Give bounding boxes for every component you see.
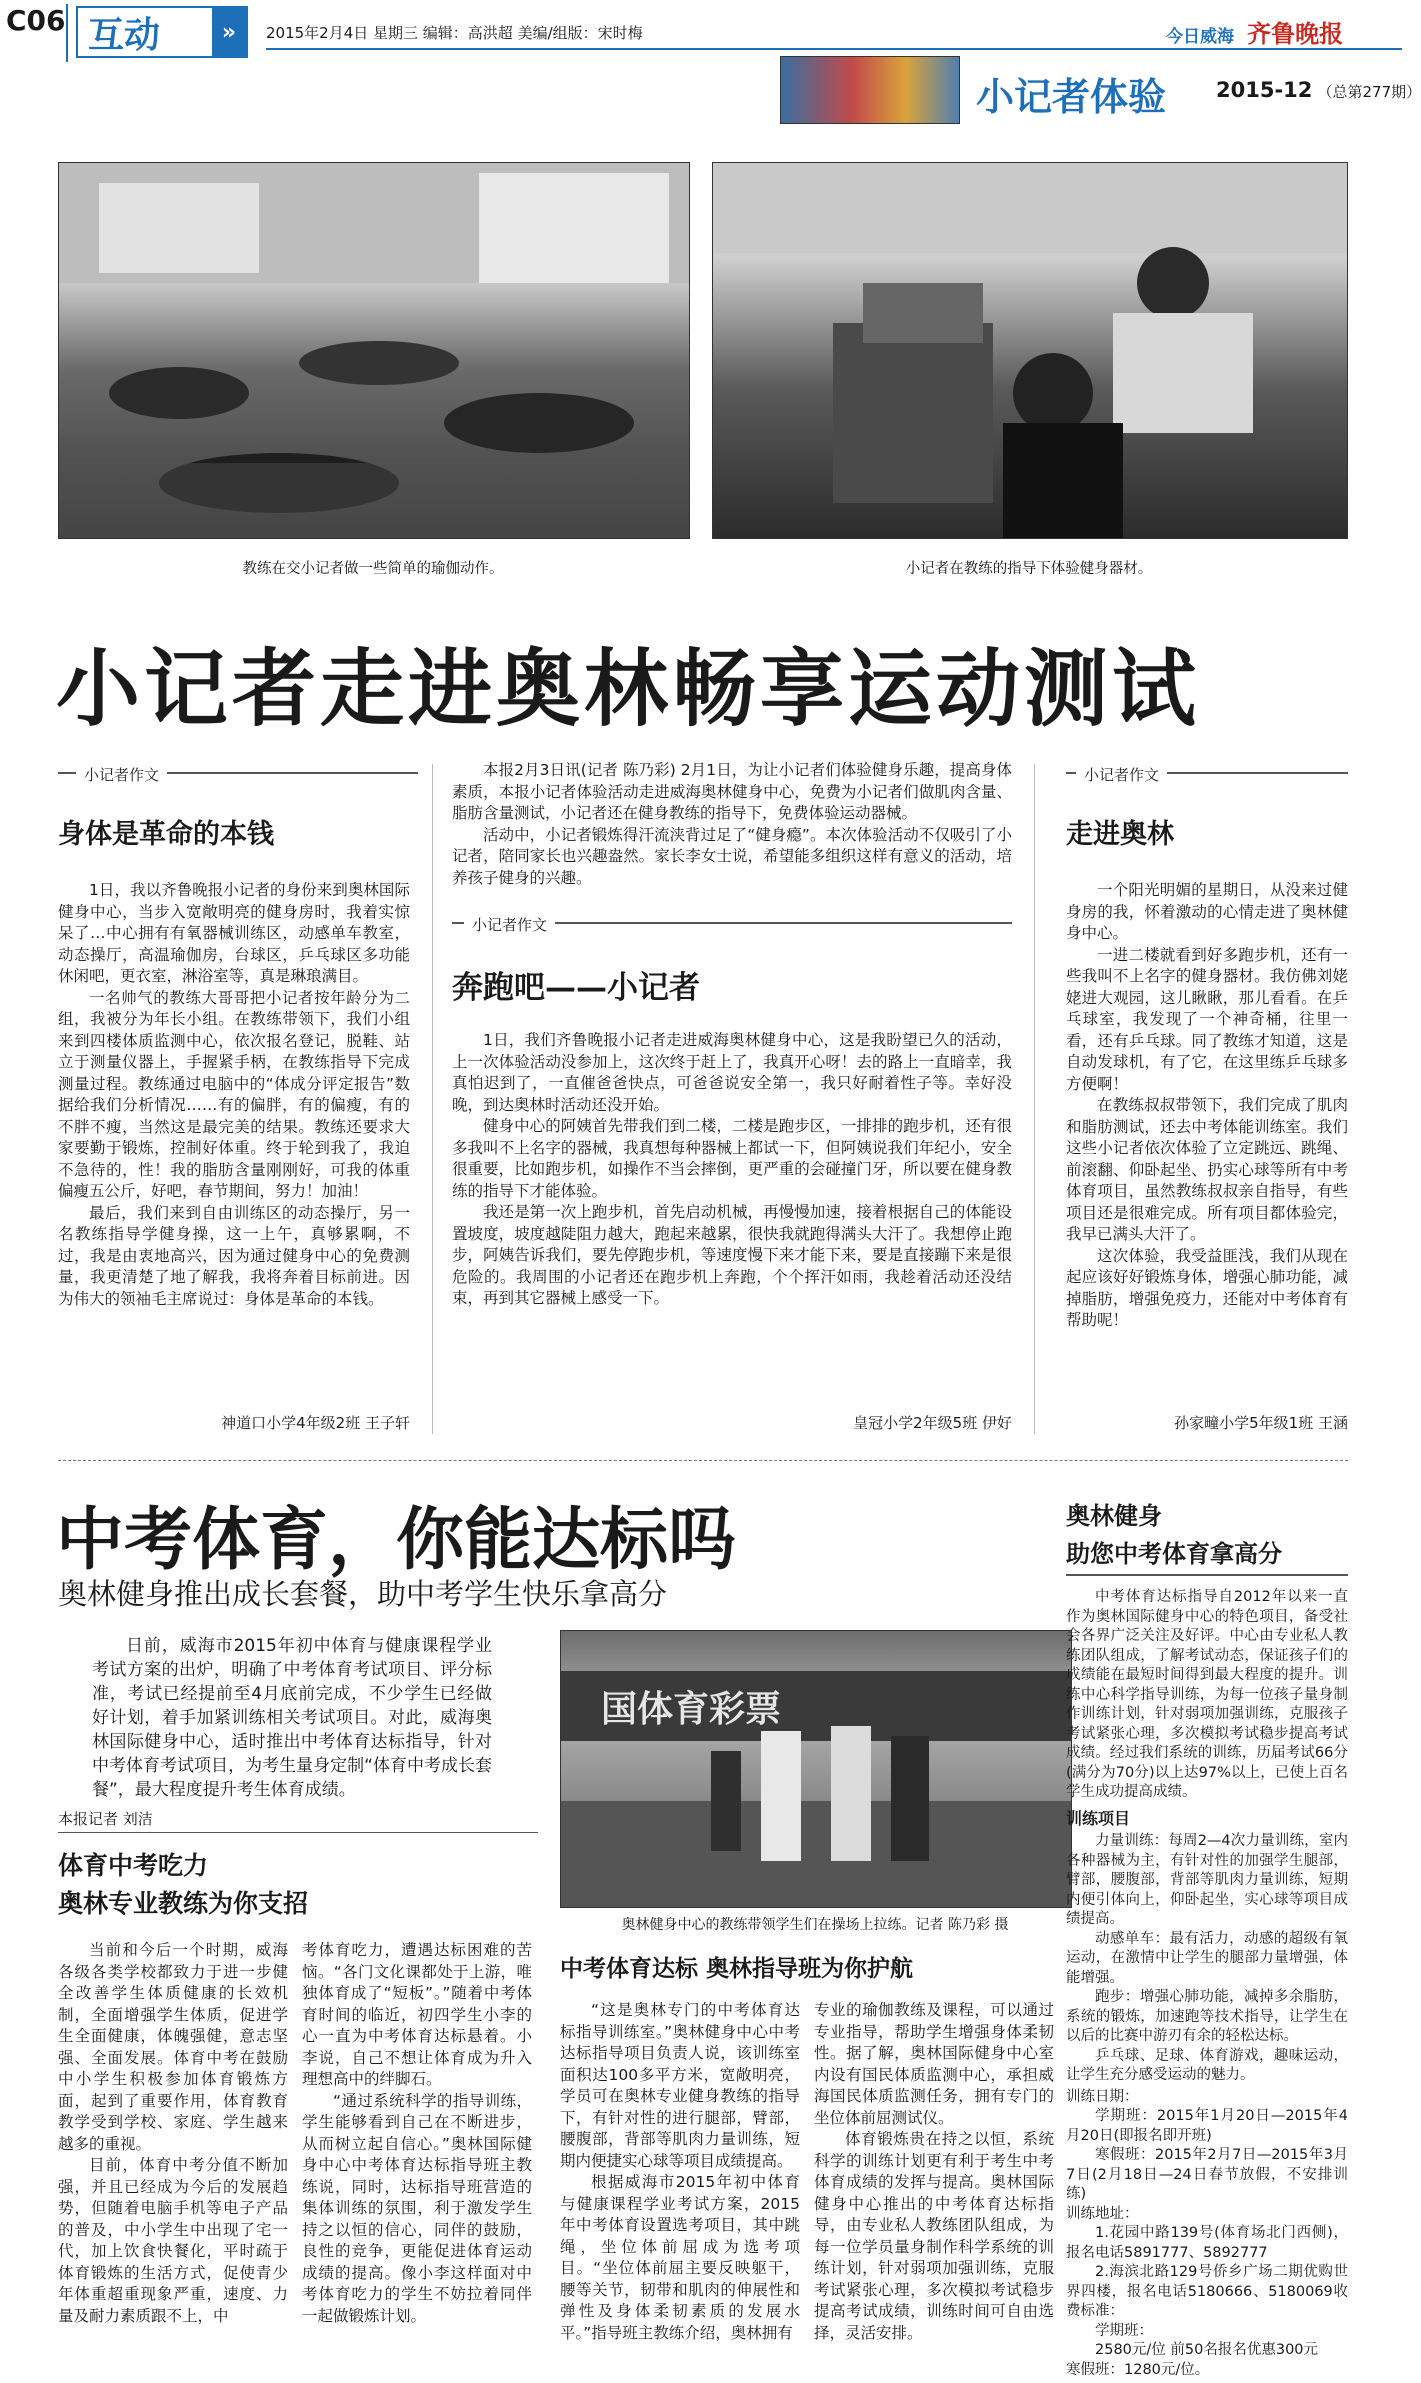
sub2-title: 中考体育达标 奥林指导班为你护航: [560, 1956, 914, 1982]
feature-byline-rule: [58, 1832, 538, 1833]
sub1-paragraph: 当前和今后一个时期，威海各级各类学校都致力于进一步健全改善学生体质健康的长效机制，全面增强学生体质，促进学生全面健康，体魄强健，意志坚强、全面发展。体育中考在鼓励中小学生积极参加体育锻炼方面，起到了重要作用，体育教育教学受到学校、家庭、学生越来越多的重视。: [58, 1941, 288, 2153]
photo-equipment-caption: 小记者在教练的指导下体验健身器材。: [905, 561, 1153, 577]
left-article-paragraph: 一名帅气的教练大哥哥把小记者按年龄分为二组，我被分为年长小组。在教练带领下，我们小组来到四楼体质监测中心，依次报名登记，脱鞋、站立于测量仪器上，手握紧手柄，在教练指导下完成测量过程。教练通过电脑中的“体成分评定报告”数据给我们分析情况……有的偏胖，有的偏瘦，有的不胖不瘦，当然这是最完美的结果。教练还要求大家要勤于锻炼，控制好体重。终于轮到我了，我迫不急待的，性！我的脂肪含量刚刚好，可我的体重偏瘦五公斤，好吧，春节期间，努力！加油！: [58, 988, 410, 1200]
sidebar-date: 寒假班：2015年2月7日—2015年3月7日(2月18日—24日春节放假，不安排训练): [1066, 2147, 1348, 2202]
sidebar-item: 动感单车：最有活力，动感的超级有氧运动，在激情中让学生的腿部力量增强，体能增强。: [1066, 1930, 1348, 1986]
issue-total: （总第277期）: [1317, 83, 1421, 101]
sidebar-title-1: 奥林健身: [1066, 1502, 1162, 1530]
sidebar-date: 学期班：2015年1月20日—2015年4月20日(即报名即开班): [1066, 2108, 1348, 2144]
sidebar-address: 2.海滨北路129号侨乡广场二期优购世界四楼，报名电话5180666、5180069收费标准：: [1066, 2264, 1348, 2319]
right-article-paragraph: 在教练叔叔带领下，我们完成了肌肉和脂肪测试，还去中考体能训练室。我们这些小记者依次体验了立定跳远、跳绳、前滚翻、仰卧起坐、扔实心球等所有中考体育项目，虽然教练叔叔亲自指导，有些项目还是很难完成。所有项目都体验完，我早已满头大汗了。: [1066, 1096, 1348, 1243]
section-name: 互动: [88, 14, 161, 56]
sub2-paragraph: 根据威海市2015年初中体育与健康课程学业考试方案，2015年中考体育设置选考项目，其中跳绳，坐位体前屈成为选考项目。“坐位体前屈主要反映躯干，腰等关节，韧带和肌肉的伸展性和弹性及身体柔韧素质的发展水平。”指导班主教练介绍，奥林拥有: [560, 2173, 800, 2342]
center-article-paragraph: 我还是第一次上跑步机，首先启动机械，再慢慢加速，接着根据自己的体能设置坡度，坡度越陡阻力越大，跑起来越累，很快我就跑得满头大汗了。我想停止跑步，阿姨告诉我们，要先停跑步机，等速度慢下来才能下来，要是直接蹦下来是很危险的。我周围的小记者还在跑步机上奔跑，个个挥汗如雨，我趁着活动还没结束，再到其它器械上感受一下。: [452, 1203, 1012, 1307]
section-tab: [76, 6, 248, 58]
feature-photo-caption: 奥林健身中心的教练带领学生们在操场上拉练。记者 陈乃彩 摄: [621, 1917, 1009, 1933]
right-article-paragraph: 一个阳光明媚的星期日，从没来过健身房的我，怀着激动的心情走进了奥林健身中心。: [1066, 881, 1348, 942]
center-article-label: 小记者作文: [464, 914, 555, 935]
sidebar-intro: 中考体育达标指导自2012年以来一直作为奥林国际健身中心的特色项目，备受社会各界广泛关注及好评。中心由专业私人教练团队组成，了解考试动态，保证孩子们的成绩能在最短时间得到最大程度的提升。训练中心科学指导训练，为每一位孩子量身制作训练计划，针对弱项加强训练，克服孩子考试紧张心理，多次模拟考试稳步提高考试成绩。经过我们系统的训练，历届考试66分(满分为70分)以上达97%以上，已使上百名学生成功提高成绩。: [1066, 1589, 1348, 1800]
center-article-body: [452, 1030, 1012, 1310]
sidebar-title-2: 助您中考体育拿高分: [1066, 1540, 1282, 1568]
right-article-paragraph: 这次体验，我受益匪浅，我们从现在起应该好好锻炼身体，增强心肺功能，减掉脂肪，增强免疫力，还能对中考体育有帮助呢！: [1066, 1246, 1348, 1329]
sidebar-address-title: 训练地址：: [1066, 2205, 1139, 2222]
issue-number: [1216, 78, 1421, 102]
center-intro-paragraph: 本报2月3日讯(记者 陈乃彩) 2月1日，为让小记者们体验健身乐趣，提高身体素质，本报小记者体验活动走进威海奥林健身中心，免费为小记者们做肌肉含量、脂肪含量测试，小记者还在健身教练的指导下，免费体验运动器械。: [452, 761, 1012, 822]
photo-yoga-caption: 教练在交小记者做一些简单的瑜伽动作。: [242, 561, 504, 577]
sidebar-fee: 寒假班：1280元/位。: [1066, 2361, 1210, 2378]
center-article-signature: 皇冠小学2年级5班 伊好: [853, 1414, 1012, 1432]
sub1-col2: [302, 1940, 532, 2327]
page-number-divider: [66, 4, 68, 62]
section-divider: [58, 1460, 1348, 1461]
feature-lead-text: 日前，威海市2015年初中体育与健康课程学业考试方案的出炉，明确了中考体育考试项目、评分标准，考试已经提前至4月底前完成，不少学生已经做好计划，着手加紧训练相关考试项目。对此，威海奥林国际健身中心，适时推出中考体育达标指导，针对中考体育考试项目，为考生量身定制“体育中考成长套餐”，最大程度提升考生体育成绩。: [92, 1636, 492, 1800]
feature-photo-running: [560, 1630, 1072, 1908]
photo-yoga: [58, 162, 690, 539]
column-separator-1: [432, 764, 433, 1434]
sidebar-item: 乒乓球、足球、体育游戏，趣味运动，让学生充分感受运动的魅力。: [1066, 2047, 1348, 2083]
left-article-title: 身体是革命的本钱: [58, 819, 274, 850]
header-rule: [266, 48, 1402, 50]
right-article-signature: 孙家疃小学5年级1班 王涵: [1174, 1414, 1348, 1432]
sub1-subtitle: 奥林专业教练为你支招: [58, 1889, 309, 1918]
brand: [1166, 14, 1343, 49]
sidebar-item: 力量训练：每周2—4次力量训练，室内各种器械为主，有针对性的加强学生腿部，臂部，腰腹部，背部等肌肉力量训练，短期内便引体向上，仰卧起坐，实心球等项目成绩提高。: [1066, 1833, 1348, 1927]
main-headline: 小记者走进奥林畅享运动测试: [56, 640, 1201, 738]
photo-equipment: [712, 162, 1348, 539]
center-intro-body: [452, 760, 1012, 889]
right-article-body: [1066, 880, 1348, 1332]
sidebar-rule: [1066, 1574, 1348, 1576]
brand-small: 今日威海: [1166, 27, 1234, 47]
feature-subheadline: 奥林健身推出成长套餐，助中考学生快乐拿高分: [58, 1577, 668, 1611]
sub2-col1: [560, 2000, 800, 2344]
sub1-title: 体育中考吃力: [58, 1851, 209, 1880]
left-article-signature: 神道口小学4年级2班 王子轩: [221, 1414, 410, 1432]
left-article-label: 小记者作文: [76, 764, 167, 785]
column-title: 小记者体验: [976, 75, 1167, 119]
sidebar-body: [1066, 1588, 1348, 2380]
feature-headline: 中考体育，你能达标吗: [56, 1501, 737, 1580]
right-article-paragraph: 一进二楼就看到好多跑步机，还有一些我叫不上名字的健身器材。我仿佛刘姥姥进大观园，这儿瞅瞅，那儿看看。在乒乓球室，我发现了一个神奇桶，往里一看，还有乒乓球。同了教练才知道，这是自动发球机，有了它，在这里练乒乓球多方便啊！: [1066, 945, 1348, 1093]
sidebar-fee: 学期班：: [1095, 2322, 1153, 2339]
left-article-paragraph: 1日，我以齐鲁晚报小记者的身份来到奥林国际健身中心，当步入宽敞明亮的健身房时，我着实惊呆了…中心拥有有氧器械训练区，动感单车教室，动态操厅，高温瑜伽房，台球区，乒乓球区多功能休闲吧，更衣室，淋浴室等，真是琳琅满目。: [58, 881, 410, 985]
sub2-paragraph: 体育锻炼贵在持之以恒，系统科学的训练计划更有利于考生中考体育成绩的发挥与提高。奥林国际健身中心推出的中考体育达标指导，由专业私人教练团队组成，为每一位学员量身制作科学系统的训练计划，针对弱项加强训练，克服考试紧张心理，多次模拟考试稳步提高考试成绩，训练时间可自由选择，灵活安排。: [814, 2130, 1054, 2342]
sub1-paragraph: “通过系统科学的指导训练，学生能够看到自己在不断进步，从而树立起自信心。”奥林国际健身中心中考体育达标指导班主教练说，同时，达标指导班营造的集体训练的氛围，利于激发学生持之以恒的信心，同伴的鼓励，良性的竞争，更能促进体育运动成绩的提高。像小李这样面对中考体育吃力的学生不妨拉着同伴一起做锻炼计划。: [302, 2091, 532, 2325]
page-number: C06: [6, 4, 66, 37]
section-arrow-icon: »: [212, 8, 246, 56]
column-separator-2: [1034, 764, 1035, 1434]
sidebar-item: 跑步：增强心肺功能，减掉多余脂肪，系统的锻炼，加速跑等技术指导，让学生在以后的比赛中游刃有余的轻松达标。: [1066, 1989, 1348, 2044]
brand-name: 齐鲁晚报: [1247, 19, 1344, 48]
left-article-body: [58, 880, 410, 1310]
center-article-paragraph: 1日，我们齐鲁晚报小记者走进威海奥林健身中心，这是我盼望已久的活动，上一次体验活动没参加上，这次终于赶上了，我真开心呀！去的路上一直暗幸，我真怕迟到了，一直催爸爸快点，可爸爸说安全第一，我只好耐着性子等。幸好没晚，到达奥林时活动还没开始。: [452, 1031, 1012, 1114]
photo-banner-text: 国体育彩票: [601, 1689, 782, 1730]
right-article-title: 走进奥林: [1066, 819, 1174, 850]
issue-no: 2015-12: [1216, 78, 1313, 102]
header-thumbnail: [780, 56, 960, 124]
sub1-paragraph: 考体育吃力，遭遇达标困难的苦恼。“各门文化课都处于上游，唯独体育成了“短板”。”随着中考体育时间的临近，初四学生小李的心一直为中考体育达标悬着。小李说，自己不想让体育成为升入理想高中的绊脚石。: [302, 1941, 532, 2088]
sidebar-address: 1.花园中路139号(体育场北门西侧)，报名电话5891777、5892777: [1066, 2225, 1348, 2261]
center-intro-paragraph: 活动中，小记者锻炼得汗流浃背过足了“健身瘾”。本次体验活动不仅吸引了小记者，陪同家长也兴趣盎然。家长李女士说，希望能多组织这样有意义的活动，培养孩子健身的兴趣。: [452, 825, 1012, 887]
sub1-paragraph: 目前，体育中考分值不断加强，并且已经成为今后的发展趋势，但随着电脑手机等电子产品的普及，中小学生中出现了宅一代，加上饮食快餐化，平时疏于体育锻炼的生活方式，促使青少年体重超重现象严重，速度、力量及耐力素质跟不上，中: [58, 2156, 288, 2325]
center-article-title: 奔跑吧——小记者: [452, 970, 700, 1006]
center-article-paragraph: 健身中心的阿姨首先带我们到二楼，二楼是跑步区，一排排的跑步机，还有很多我叫不上名字的器械，我真想每种器械上都试一下，但阿姨说我们年纪小，安全很重要，比如跑步机，如操作不当会摔倒，更严重的会碰撞门牙，所以要在健身教练的指导下才能体验。: [452, 1117, 1012, 1200]
left-article-paragraph: 最后，我们来到自由训练区的动态操厅，另一名教练指导学健身操，这一上午，真够累啊，不过，我是由衷地高兴，因为通过健身中心的免费测量，我更清楚了地了解我，我将奔着目标前进。因为伟大的领袖毛主席说过：身体是革命的本钱。: [58, 1203, 410, 1308]
sidebar-dates-title: 训练日期：: [1066, 2088, 1139, 2105]
sidebar-items-title: 训练项目: [1066, 1808, 1131, 1828]
sub2-col2: [814, 2000, 1054, 2344]
issue-info: 2015年2月4日 星期三 编辑：高洪超 美编/组版：宋时梅: [266, 24, 643, 42]
sidebar-fee: 2580元/位 前50名报名优惠300元: [1095, 2342, 1319, 2358]
sub2-paragraph: “这是奥林专门的中考体育达标指导训练室。”奥林健身中心中考达标指导项目负责人说，该训练室面积达100多平方米，宽敞明亮，学员可在奥林专业健身教练的指导下，有针对性的进行腿部，臂部，腰腹部，背部等肌肉力量训练，短期内便捷实心球等项目成绩提高。: [560, 2001, 800, 2170]
sub1-col1: [58, 1940, 288, 2327]
right-article-label: 小记者作文: [1076, 764, 1167, 785]
feature-lead: [92, 1634, 492, 1802]
sub2-paragraph: 专业的瑜伽教练及课程，可以通过专业指导，帮助学生增强身体柔韧性。据了解，奥林国际健身中心室内设有国民体质监测中心，承担威海国民体质监测任务，拥有专门的坐位体前屈测试仪。: [814, 2001, 1054, 2127]
feature-byline: 本报记者 刘洁: [58, 1810, 153, 1828]
